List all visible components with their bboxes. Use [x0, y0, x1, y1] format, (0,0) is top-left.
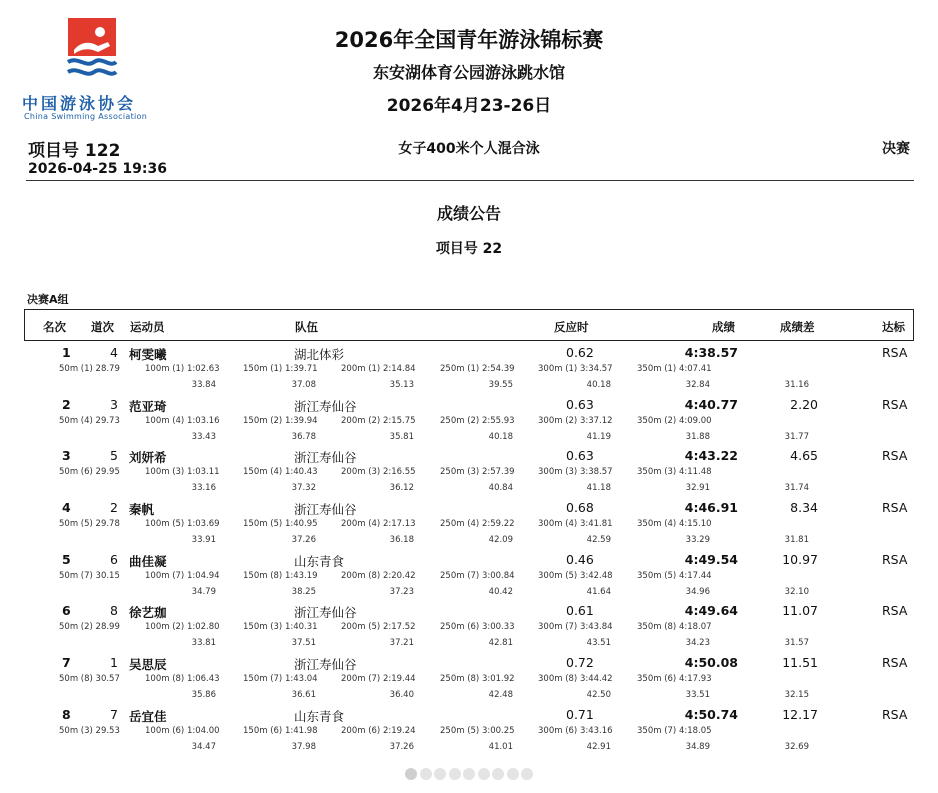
lap-100: 34.47 — [191, 741, 216, 752]
lap-350: 32.91 — [685, 483, 710, 494]
time-diff: 10.97 — [782, 551, 818, 567]
lane: 2 — [110, 500, 118, 516]
pager-dot[interactable] — [507, 768, 519, 780]
result-row — [0, 448, 938, 500]
team: 浙江寿仙谷 — [294, 450, 357, 466]
athlete-name: 岳宜佳 — [129, 708, 167, 724]
result-row — [0, 707, 938, 759]
lap-400: 31.16 — [784, 380, 809, 390]
final-group-label: 决赛A组 — [27, 293, 69, 306]
lap-300: 41.64 — [586, 586, 611, 597]
lap-200: 37.23 — [389, 586, 414, 597]
final-time: 4:38.57 — [684, 345, 738, 360]
lap-350: 32.84 — [685, 380, 710, 390]
athlete-name: 范亚琦 — [129, 398, 167, 414]
split-50: 50m (1) 28.79 — [59, 364, 120, 374]
split-50: 50m (4) 29.73 — [59, 415, 120, 426]
split-200: 200m (2) 2:15.75 — [341, 415, 416, 426]
lap-350: 34.89 — [685, 741, 710, 752]
lane: 6 — [110, 551, 118, 567]
lane: 4 — [110, 345, 118, 360]
lap-250: 40.42 — [488, 586, 513, 597]
lap-200: 35.81 — [389, 431, 414, 442]
split-300: 300m (1) 3:34.57 — [538, 364, 613, 374]
final-time: 4:43.22 — [684, 448, 738, 464]
final-time: 4:46.91 — [684, 500, 738, 516]
lap-250: 42.09 — [488, 535, 513, 546]
split-200: 200m (6) 2:19.24 — [341, 725, 416, 736]
team: 浙江寿仙谷 — [294, 502, 357, 518]
lane: 3 — [110, 396, 118, 412]
split-50: 50m (2) 28.99 — [59, 622, 120, 633]
lap-150: 36.78 — [291, 431, 316, 442]
split-50: 50m (5) 29.78 — [59, 519, 120, 530]
athlete-name: 徐艺珈 — [129, 605, 167, 621]
image-pager — [405, 768, 535, 780]
lane: 1 — [110, 655, 118, 671]
split-50: 50m (3) 29.53 — [59, 725, 120, 736]
team: 湖北体彩 — [294, 347, 345, 362]
split-300: 300m (3) 3:38.57 — [538, 467, 613, 478]
athlete-name: 吴思辰 — [129, 657, 167, 673]
split-50: 50m (6) 29.95 — [59, 467, 120, 478]
qualifying-standard: RSA — [882, 448, 908, 464]
split-200: 200m (3) 2:16.55 — [341, 467, 416, 478]
team: 山东青食 — [294, 708, 345, 724]
lap-400: 31.77 — [784, 431, 809, 442]
result-row — [0, 397, 938, 449]
pager-dot[interactable] — [405, 768, 417, 780]
reaction-time: 0.62 — [566, 345, 594, 360]
split-350: 350m (1) 4:07.41 — [637, 364, 712, 374]
time-diff: 12.17 — [782, 706, 818, 722]
split-200: 200m (1) 2:14.84 — [341, 364, 416, 374]
result-row — [0, 603, 938, 655]
header-divider — [26, 180, 914, 181]
final-time: 4:50.08 — [684, 655, 738, 671]
split-100: 100m (5) 1:03.69 — [145, 519, 220, 530]
lap-100: 33.81 — [191, 638, 216, 649]
col-rank: 名次 — [43, 320, 66, 334]
split-100: 100m (3) 1:03.11 — [145, 467, 220, 478]
lap-200: 35.13 — [389, 380, 414, 390]
rank: 5 — [62, 551, 71, 567]
lap-100: 35.86 — [191, 690, 216, 701]
lap-150: 37.26 — [291, 535, 316, 546]
result-row — [0, 655, 938, 707]
logo-chinese-text: 中国游泳协会 — [22, 94, 137, 113]
lap-350: 34.23 — [685, 638, 710, 649]
result-row — [0, 345, 938, 397]
col-lane: 道次 — [91, 320, 114, 334]
time-diff: 11.07 — [782, 603, 818, 619]
split-100: 100m (6) 1:04.00 — [145, 725, 220, 736]
split-100: 100m (7) 1:04.94 — [145, 570, 220, 581]
pager-dot[interactable] — [463, 768, 475, 780]
split-250: 250m (3) 2:57.39 — [440, 467, 515, 478]
lane: 8 — [110, 603, 118, 619]
lap-300: 42.50 — [586, 690, 611, 701]
time-diff: 2.20 — [790, 396, 818, 412]
qualifying-standard: RSA — [882, 500, 908, 516]
split-150: 150m (2) 1:39.94 — [243, 415, 318, 426]
competition-dates: 2026年4月23-26日 — [386, 96, 552, 116]
lane: 5 — [110, 448, 118, 464]
reaction-time: 0.71 — [566, 706, 594, 722]
col-standard: 达标 — [882, 320, 905, 334]
lap-250: 40.84 — [488, 483, 513, 494]
team: 山东青食 — [294, 553, 345, 569]
event-datetime: 2026-04-25 19:36 — [28, 161, 167, 177]
time-diff: 4.65 — [790, 448, 818, 464]
lap-300: 41.19 — [586, 431, 611, 442]
split-100: 100m (1) 1:02.63 — [145, 364, 220, 374]
split-200: 200m (4) 2:17.13 — [341, 519, 416, 530]
split-150: 150m (5) 1:40.95 — [243, 519, 318, 530]
qualifying-standard: RSA — [882, 655, 908, 671]
lap-300: 42.91 — [586, 741, 611, 752]
split-250: 250m (5) 3:00.25 — [440, 725, 515, 736]
pager-dot[interactable] — [478, 768, 490, 780]
split-50: 50m (8) 30.57 — [59, 674, 120, 685]
qualifying-standard: RSA — [882, 345, 908, 360]
lap-250: 41.01 — [488, 741, 513, 752]
athlete-name: 刘妍希 — [129, 450, 167, 466]
event-round: 决赛 — [882, 141, 910, 157]
lap-200: 36.40 — [389, 690, 414, 701]
lap-250: 40.18 — [488, 431, 513, 442]
team: 浙江寿仙谷 — [294, 657, 357, 673]
split-200: 200m (5) 2:17.52 — [341, 622, 416, 633]
lap-150: 36.61 — [291, 690, 316, 701]
split-250: 250m (6) 3:00.33 — [440, 622, 515, 633]
lap-250: 42.81 — [488, 638, 513, 649]
pager-dot[interactable] — [449, 768, 461, 780]
split-300: 300m (2) 3:37.12 — [538, 415, 613, 426]
split-350: 350m (8) 4:18.07 — [637, 622, 712, 633]
split-350: 350m (4) 4:15.10 — [637, 519, 712, 530]
split-350: 350m (6) 4:17.93 — [637, 674, 712, 685]
lap-300: 42.59 — [586, 535, 611, 546]
reaction-time: 0.63 — [566, 396, 594, 412]
reaction-time: 0.72 — [566, 655, 594, 671]
team: 浙江寿仙谷 — [294, 398, 357, 414]
lap-400: 32.10 — [784, 586, 809, 597]
split-250: 250m (4) 2:59.22 — [440, 519, 515, 530]
event-name: 女子400米个人混合泳 — [398, 141, 540, 157]
lap-350: 31.88 — [685, 431, 710, 442]
split-150: 150m (4) 1:40.43 — [243, 467, 318, 478]
time-diff: 8.34 — [790, 500, 818, 516]
col-athlete: 运动员 — [130, 320, 165, 334]
split-50: 50m (7) 30.15 — [59, 570, 120, 581]
lap-350: 33.29 — [685, 535, 710, 546]
final-time: 4:40.77 — [684, 396, 738, 412]
lap-300: 43.51 — [586, 638, 611, 649]
lap-150: 38.25 — [291, 586, 316, 597]
announcement-event-number: 项目号 22 — [435, 241, 503, 257]
lap-200: 37.21 — [389, 638, 414, 649]
split-200: 200m (8) 2:20.42 — [341, 570, 416, 581]
lap-100: 33.43 — [191, 431, 216, 442]
split-150: 150m (8) 1:43.19 — [243, 570, 318, 581]
split-250: 250m (7) 3:00.84 — [440, 570, 515, 581]
lap-400: 31.74 — [784, 483, 809, 494]
athlete-name: 秦帆 — [129, 502, 155, 518]
rank: 1 — [62, 345, 71, 360]
result-row — [0, 552, 938, 604]
lap-200: 36.18 — [389, 535, 414, 546]
lap-350: 33.51 — [685, 690, 710, 701]
logo-english-text: China Swimming Association — [24, 112, 148, 121]
rank: 3 — [62, 448, 71, 464]
split-250: 250m (8) 3:01.92 — [440, 674, 515, 685]
split-350: 350m (7) 4:18.05 — [637, 725, 712, 736]
results-announcement-title: 成绩公告 — [436, 204, 501, 223]
split-300: 300m (5) 3:42.48 — [538, 570, 613, 581]
lap-400: 32.15 — [784, 690, 809, 701]
result-row — [0, 500, 938, 552]
split-100: 100m (4) 1:03.16 — [145, 415, 220, 426]
pager-dot[interactable] — [521, 768, 533, 780]
reaction-time: 0.46 — [566, 551, 594, 567]
lap-250: 42.48 — [488, 690, 513, 701]
lap-250: 39.55 — [488, 380, 513, 390]
athlete-name: 曲佳凝 — [129, 553, 167, 569]
split-150: 150m (7) 1:43.04 — [243, 674, 318, 685]
final-time: 4:49.54 — [684, 551, 738, 567]
split-300: 300m (7) 3:43.84 — [538, 622, 613, 633]
split-300: 300m (8) 3:44.42 — [538, 674, 613, 685]
split-300: 300m (6) 3:43.16 — [538, 725, 613, 736]
athlete-name: 柯雯曦 — [129, 347, 167, 362]
col-reaction-time: 反应时 — [554, 320, 589, 334]
time-diff: 11.51 — [782, 655, 818, 671]
lap-150: 37.51 — [291, 638, 316, 649]
reaction-time: 0.61 — [566, 603, 594, 619]
pager-dot[interactable] — [434, 768, 446, 780]
lap-150: 37.98 — [291, 741, 316, 752]
qualifying-standard: RSA — [882, 603, 908, 619]
qualifying-standard: RSA — [882, 706, 908, 722]
rank: 6 — [62, 603, 71, 619]
results-list — [0, 345, 938, 759]
split-350: 350m (2) 4:09.00 — [637, 415, 712, 426]
lap-100: 33.84 — [191, 380, 216, 390]
venue-name: 东安湖体育公园游泳跳水馆 — [372, 63, 565, 82]
lap-100: 33.91 — [191, 535, 216, 546]
lap-400: 31.81 — [784, 535, 809, 546]
lap-100: 33.16 — [191, 483, 216, 494]
split-200: 200m (7) 2:19.44 — [341, 674, 416, 685]
team: 浙江寿仙谷 — [294, 605, 357, 621]
split-150: 150m (6) 1:41.98 — [243, 725, 318, 736]
split-350: 350m (5) 4:17.44 — [637, 570, 712, 581]
lap-400: 32.69 — [784, 741, 809, 752]
split-250: 250m (2) 2:55.93 — [440, 415, 515, 426]
split-150: 150m (1) 1:39.71 — [243, 364, 318, 374]
lap-150: 37.32 — [291, 483, 316, 494]
split-150: 150m (3) 1:40.31 — [243, 622, 318, 633]
lap-400: 31.57 — [784, 638, 809, 649]
col-time-diff: 成绩差 — [780, 320, 815, 334]
rank: 7 — [62, 655, 71, 671]
reaction-time: 0.63 — [566, 448, 594, 464]
lap-350: 34.96 — [685, 586, 710, 597]
rank: 4 — [62, 500, 71, 516]
competition-title: 2026年全国青年游泳锦标赛 — [334, 28, 604, 52]
split-100: 100m (2) 1:02.80 — [145, 622, 220, 633]
qualifying-standard: RSA — [882, 396, 908, 412]
split-300: 300m (4) 3:41.81 — [538, 519, 613, 530]
pager-dot[interactable] — [420, 768, 432, 780]
final-time: 4:50.74 — [684, 706, 738, 722]
split-350: 350m (3) 4:11.48 — [637, 467, 712, 478]
lap-200: 37.26 — [389, 741, 414, 752]
lap-100: 34.79 — [191, 586, 216, 597]
lap-300: 41.18 — [586, 483, 611, 494]
lap-200: 36.12 — [389, 483, 414, 494]
lap-150: 37.08 — [291, 380, 316, 390]
col-time: 成绩 — [712, 320, 735, 334]
event-number: 项目号 122 — [28, 141, 121, 161]
reaction-time: 0.68 — [566, 500, 594, 516]
qualifying-standard: RSA — [882, 551, 908, 567]
split-250: 250m (1) 2:54.39 — [440, 364, 515, 374]
lap-300: 40.18 — [586, 380, 611, 390]
results-table-header — [24, 309, 914, 341]
rank: 2 — [62, 396, 71, 412]
split-100: 100m (8) 1:06.43 — [145, 674, 220, 685]
rank: 8 — [62, 706, 71, 722]
pager-dot[interactable] — [492, 768, 504, 780]
col-team: 队伍 — [295, 320, 318, 334]
lane: 7 — [110, 706, 118, 722]
final-time: 4:49.64 — [684, 603, 738, 619]
